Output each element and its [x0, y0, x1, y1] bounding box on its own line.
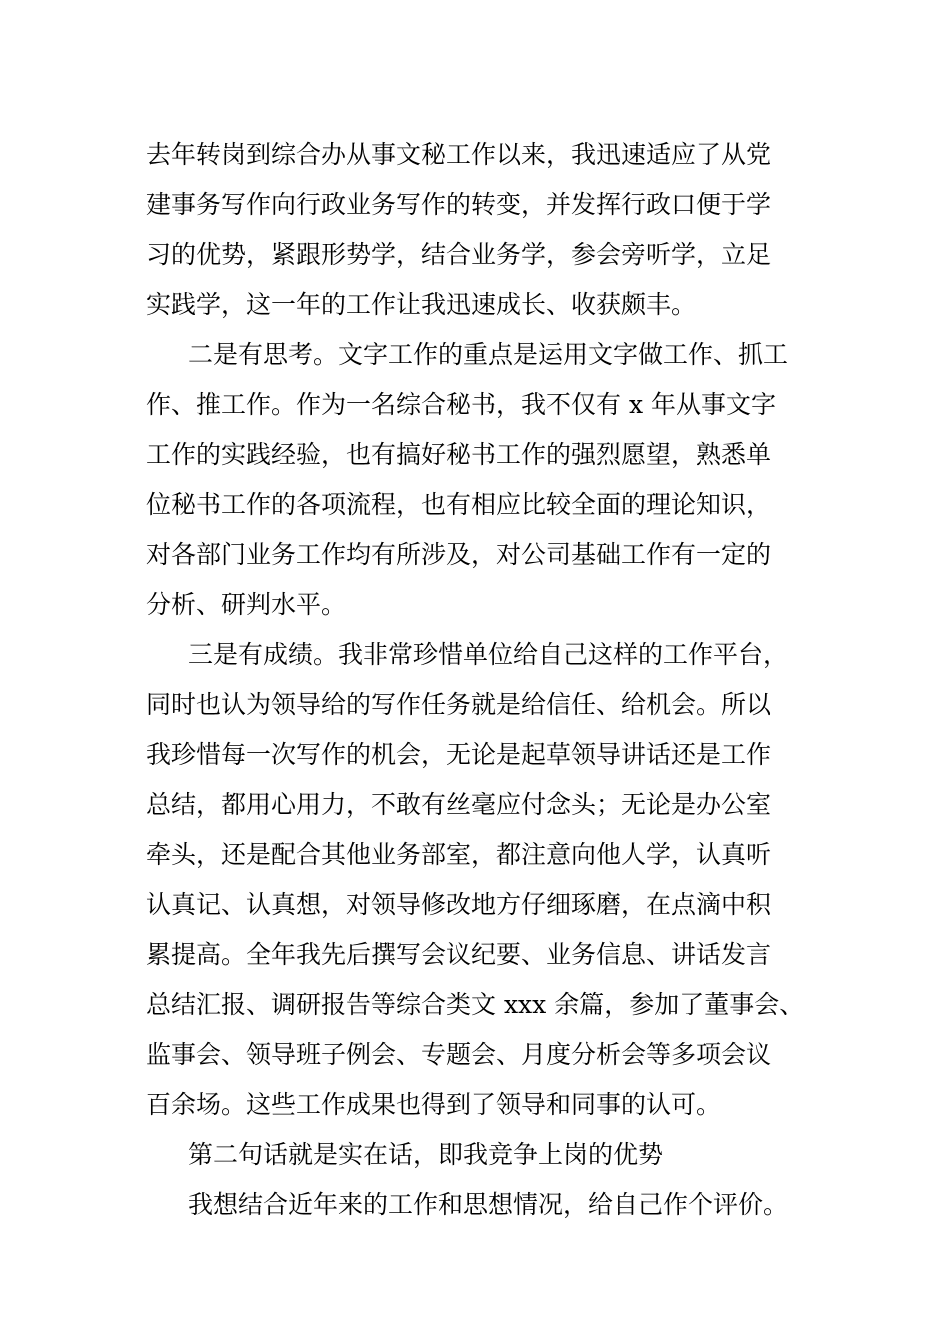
paragraph-4-heading — [146, 1130, 811, 1180]
text-line: 实践学，这一年的工作让我迅速成长、收获颇丰。 — [146, 290, 697, 319]
text-line: 认真记、认真想，对领导修改地方仔细琢磨，在点滴中积 — [146, 890, 772, 919]
text-line: 第二句话就是实在话，即我竞争上岗的优势 — [188, 1140, 664, 1169]
text-line: 我想结合近年来的工作和思想情况，给自己作个评价。 — [188, 1190, 789, 1219]
text-line: 作、推工作。作为一名综合秘书，我不仅有 x 年从事文字 — [146, 390, 776, 419]
paragraph-2-thinking — [146, 330, 811, 630]
text-line: 习的优势，紧跟形势学，结合业务学，参会旁听学，立足 — [146, 240, 772, 269]
paragraph-1 — [146, 130, 811, 330]
text-line: 累提高。全年我先后撰写会议纪要、业务信息、讲话发言 — [146, 940, 772, 969]
text-line: 分析、研判水平。 — [146, 590, 347, 619]
text-line: 工作的实践经验，也有搞好秘书工作的强烈愿望，熟悉单 — [146, 440, 772, 469]
text-line: 牵头，还是配合其他业务部室，都注意向他人学，认真听 — [146, 840, 772, 869]
text-line: 我珍惜每一次写作的机会，无论是起草领导讲话还是工作 — [146, 740, 772, 769]
text-line: 位秘书工作的各项流程，也有相应比较全面的理论知识， — [146, 490, 772, 519]
paragraph-3-achievements — [146, 630, 811, 1130]
text-line: 百余场。这些工作成果也得到了领导和同事的认可。 — [146, 1090, 722, 1119]
text-line: 对各部门业务工作均有所涉及，对公司基础工作有一定的 — [146, 540, 772, 569]
text-line: 二是有思考。文字工作的重点是运用文字做工作、抓工 — [188, 340, 789, 369]
text-line: 总结，都用心用力，不敢有丝毫应付念头；无论是办公室 — [146, 790, 772, 819]
text-line: 去年转岗到综合办从事文秘工作以来，我迅速适应了从党 — [146, 140, 772, 169]
paragraph-5 — [146, 1180, 811, 1230]
text-line: 总结汇报、调研报告等综合类文 xxx 余篇，参加了董事会、 — [146, 990, 805, 1019]
text-line: 建事务写作向行政业务写作的转变，并发挥行政口便于学 — [146, 190, 772, 219]
text-line: 同时也认为领导给的写作任务就是给信任、给机会。所以 — [146, 690, 772, 719]
document-body — [146, 130, 811, 1230]
text-line: 三是有成绩。我非常珍惜单位给自己这样的工作平台， — [188, 640, 789, 669]
text-line: 监事会、领导班子例会、专题会、月度分析会等多项会议 — [146, 1040, 772, 1069]
